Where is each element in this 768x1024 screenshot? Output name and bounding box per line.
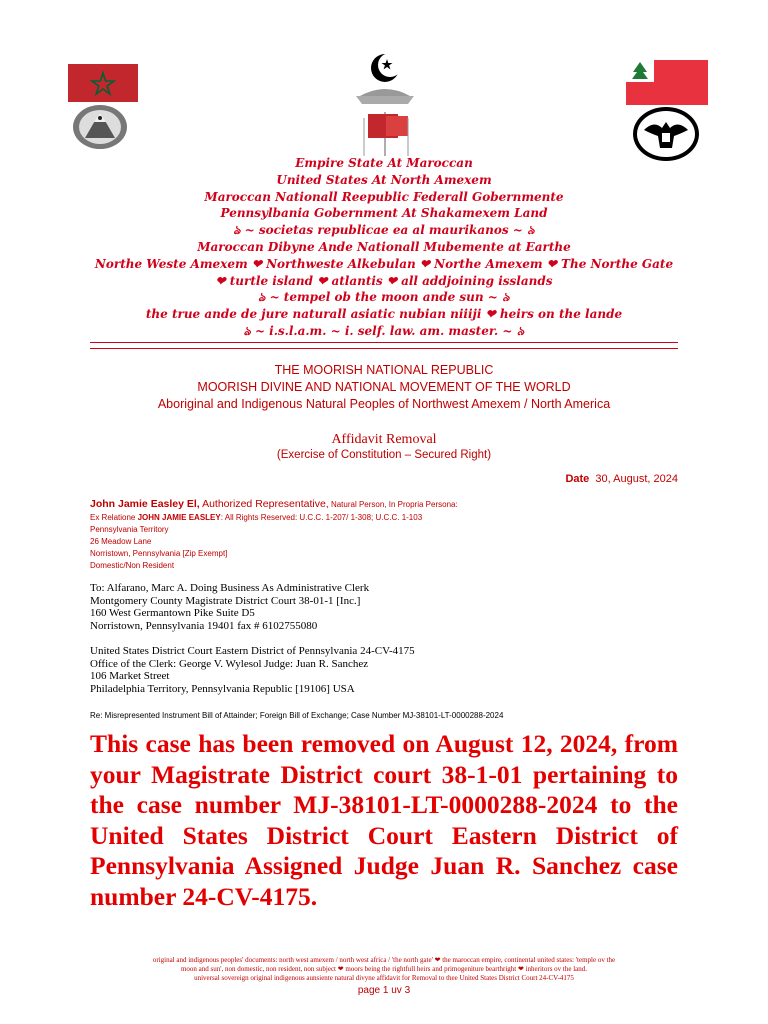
republic-block bbox=[0, 362, 768, 413]
relation-name: JOHN JAMIE EASLEY bbox=[137, 513, 221, 522]
header-line: Pennsylbania Gobernment At Shakamexem Land bbox=[220, 206, 548, 221]
sender-role: Authorized Representative, bbox=[199, 498, 329, 510]
recipient-district-court: United States District Court Eastern District of Pennsylvania 24-CV-4175 Office of the Clerk: George V. Wylesol Judge: Juan R. Sanchez 106 Market Street Philadelphia Territory, Pennsylvania Republic [19106] USA bbox=[90, 645, 415, 695]
morocco-flag-icon bbox=[68, 64, 138, 102]
header-line: ঌ ~ societas republicae ea al maurikanos ~ ৯ bbox=[233, 223, 535, 238]
ornament-right-icon: ৯ bbox=[497, 290, 510, 305]
date-label: Date bbox=[565, 473, 590, 485]
ornament-left-icon: ঌ bbox=[258, 290, 270, 305]
sender-street: 26 Meadow Lane bbox=[90, 537, 152, 546]
header-line: the true ande de jure naturall asiatic nubian niiiji ❤ heirs on the lande bbox=[145, 307, 623, 322]
sender-name: John Jamie Easley El, bbox=[90, 498, 200, 510]
re-line: Re: Misrepresented Instrument Bill of Attainder; Foreign Bill of Exchange; Case Number MJ-38101-LT-0000288-2024 bbox=[90, 711, 504, 720]
republic-line-1: THE MOORISH NATIONAL REPUBLIC bbox=[274, 363, 494, 377]
sender-status: Domestic/Non Resident bbox=[90, 561, 175, 570]
header-line: Maroccan Dibyne Ande Nationall Mubemente at Earthe bbox=[197, 239, 571, 254]
header-line: Maroccan Nationall Reepublic Federall Gobernmente bbox=[204, 189, 564, 204]
republic-line-2: MOORISH DIVINE AND NATIONAL MOVEMENT OF THE WORLD bbox=[197, 380, 571, 394]
ornament-left-icon: ঌ bbox=[233, 223, 245, 238]
document-title: Affidavit Removal bbox=[331, 432, 437, 447]
sender-role-note: Natural Person, In Propria Persona: bbox=[328, 500, 458, 509]
header-block bbox=[0, 155, 768, 340]
header-line: ঌ ~ tempel ob the moon ande sun ~ ৯ bbox=[258, 290, 510, 305]
crescent-star-emblem-icon bbox=[350, 52, 420, 157]
removal-statement: This case has been removed on August 12, 2024, from your Magistrate District court 38-1-01 pertaining to the case number MJ-38101-LT-0000288-2024 to the United States District Court Eastern District of Pennsylvania Assigned Judge Juan R. Sanchez case number 24-CV-4175. bbox=[90, 729, 678, 911]
header-line: Empire State At Maroccan bbox=[295, 156, 473, 170]
header-line: United States At North Amexem bbox=[276, 172, 492, 187]
pyramid-seal-icon bbox=[72, 104, 128, 150]
date-line bbox=[565, 473, 678, 485]
header-line: ❤ turtle island ❤ atlantis ❤ all addjoining isslands bbox=[215, 273, 553, 288]
republic-line-3: Aboriginal and Indigenous Natural Peoples of Northwest Amexem / North America bbox=[157, 397, 611, 411]
sender-city: Norristown, Pennsylvania [Zip Exempt] bbox=[90, 549, 228, 558]
header-line: Northe Weste Amexem ❤ Northweste Alkebulan ❤ Northe Amexem ❤ The Northe Gate bbox=[94, 256, 674, 271]
ornament-right-icon: ৯ bbox=[522, 223, 535, 238]
divider-top bbox=[90, 342, 678, 343]
footer-block: original and indigenous peoples' documents: north west amexem / north west africa / 'the north gate' ❤ the maroccan empire, continental united states: 'temple ov the moon and sun', non domestic, non resident, non subject ❤ moors being the rightfull heirs and primogeniture bearthright ❤ inheritors ov the land. universal sovereign original indigenous aunsiente natural divyne affidavit for Removal to thee United States District Court 24-CV-4175 bbox=[152, 956, 616, 982]
ornament-left-icon: ঌ bbox=[243, 323, 255, 338]
sender-block: John Jamie Easley El, Authorized Representative, Natural Person, In Propria Persona: Ex Relatione JOHN JAMIE EASLEY: All Rights Reserved: U.C.C. 1-207/ 1-308; U.C.C. 1-103 Pennsylvania Territory 26 Meadow Lane Norristown, Pennsylvania [Zip Exempt] Domestic/Non Resident bbox=[90, 498, 458, 570]
sender-territory: Pennsylvania Territory bbox=[90, 525, 169, 534]
date-value: 30, August, 2024 bbox=[595, 473, 678, 485]
document-subtitle: (Exercise of Constitution – Secured Right) bbox=[276, 449, 492, 461]
divider-bottom bbox=[90, 348, 678, 349]
ornament-right-icon: ৯ bbox=[512, 323, 525, 338]
recipient-clerk: To: Alfarano, Marc A. Doing Business As Administrative Clerk Montgomery County Magistrate District Court 38-01-1 [Inc.] 160 West Germantown Pike Suite D5 Norristown, Pennsylvania 19401 fax # 6102755080 bbox=[90, 582, 370, 632]
header-line: ঌ ~ i.s.l.a.m. ~ i. self. law. am. master. ~ ৯ bbox=[243, 323, 525, 338]
page-indicator: page 1 uv 3 bbox=[357, 985, 411, 996]
pine-tree-flag-icon bbox=[626, 60, 708, 105]
eagle-seal-icon bbox=[632, 106, 700, 162]
